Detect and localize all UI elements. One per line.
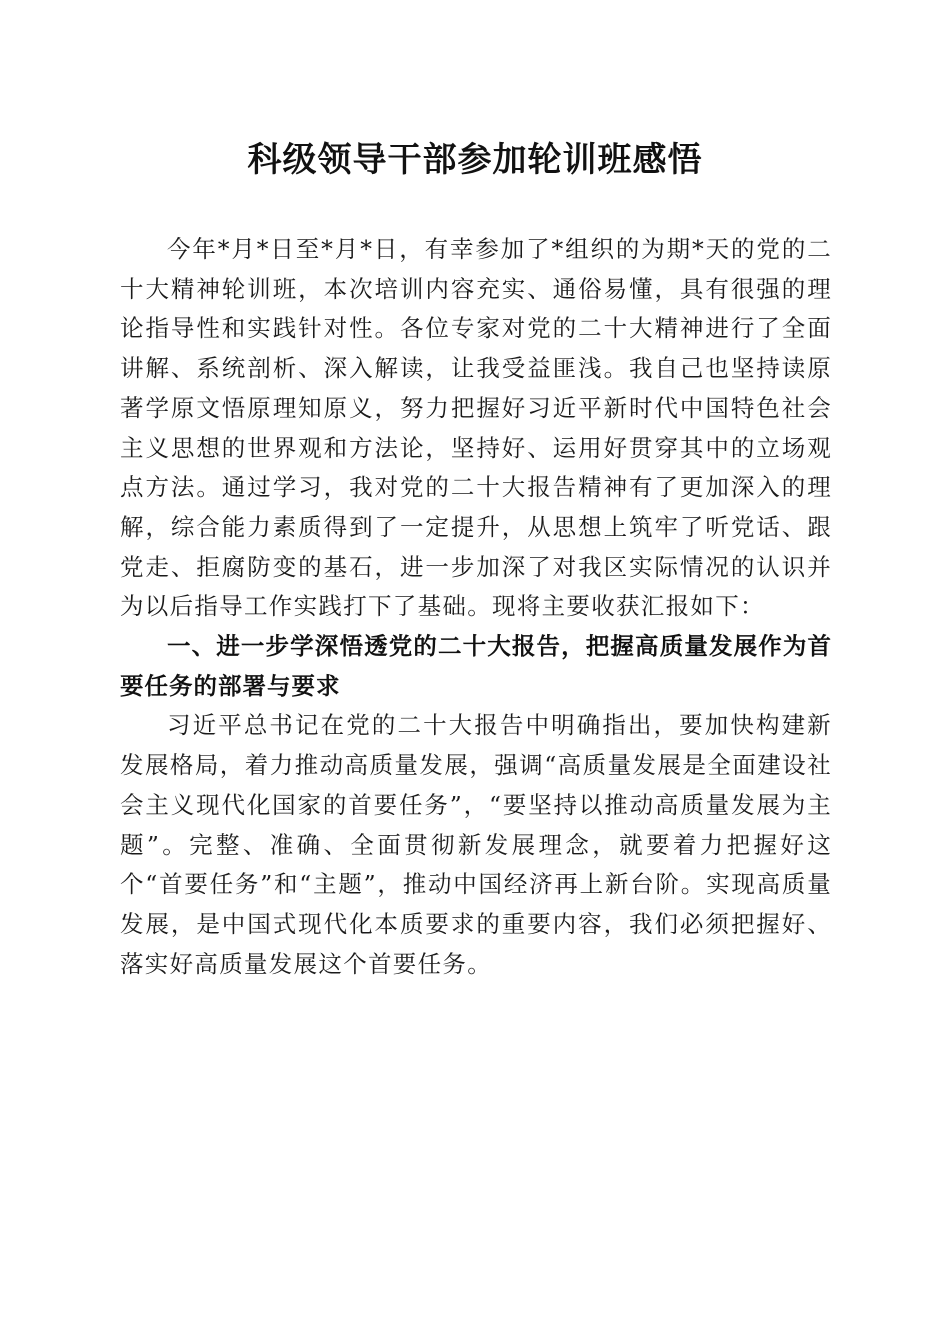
document-title: 科级领导干部参加轮训班感悟 [247, 140, 703, 180]
document-body [120, 230, 832, 984]
section-1-heading: 一、进一步学深悟透党的二十大报告，把握高质量发展作为首要任务的部署与要求 [120, 632, 832, 700]
section-1-paragraph: 习近平总书记在党的二十大报告中明确指出，要加快构建新发展格局，着力推动高质量发展，强调“高质量发展是全面建设社会主义现代化国家的首要任务”，“要坚持以推动高质量发展为主题”。完整、准确、全面贯彻新发展理念，就要着力把握好这个“首要任务”和“主题”，推动中国经济再上新台阶。实现高质量发展，是中国式现代化本质要求的重要内容，我们必须把握好、落实好高质量发展这个首要任务。 [120, 711, 832, 978]
intro-paragraph: 今年*月*日至*月*日，有幸参加了*组织的为期*天的党的二十大精神轮训班，本次培训内容充实、通俗易懂，具有很强的理论指导性和实践针对性。各位专家对党的二十大精神进行了全面讲解、系统剖析、深入解读，让我受益匪浅。我自己也坚持读原著学原文悟原理知原义，努力把握好习近平新时代中国特色社会主义思想的世界观和方法论，坚持好、运用好贯穿其中的立场观点方法。通过学习，我对党的二十大报告精神有了更加深入的理解，综合能力素质得到了一定提升，从思想上筑牢了听党话、跟党走、拒腐防变的基石，进一步加深了对我区实际情况的认识并为以后指导工作实践打下了基础。现将主要收获汇报如下： [120, 235, 832, 621]
